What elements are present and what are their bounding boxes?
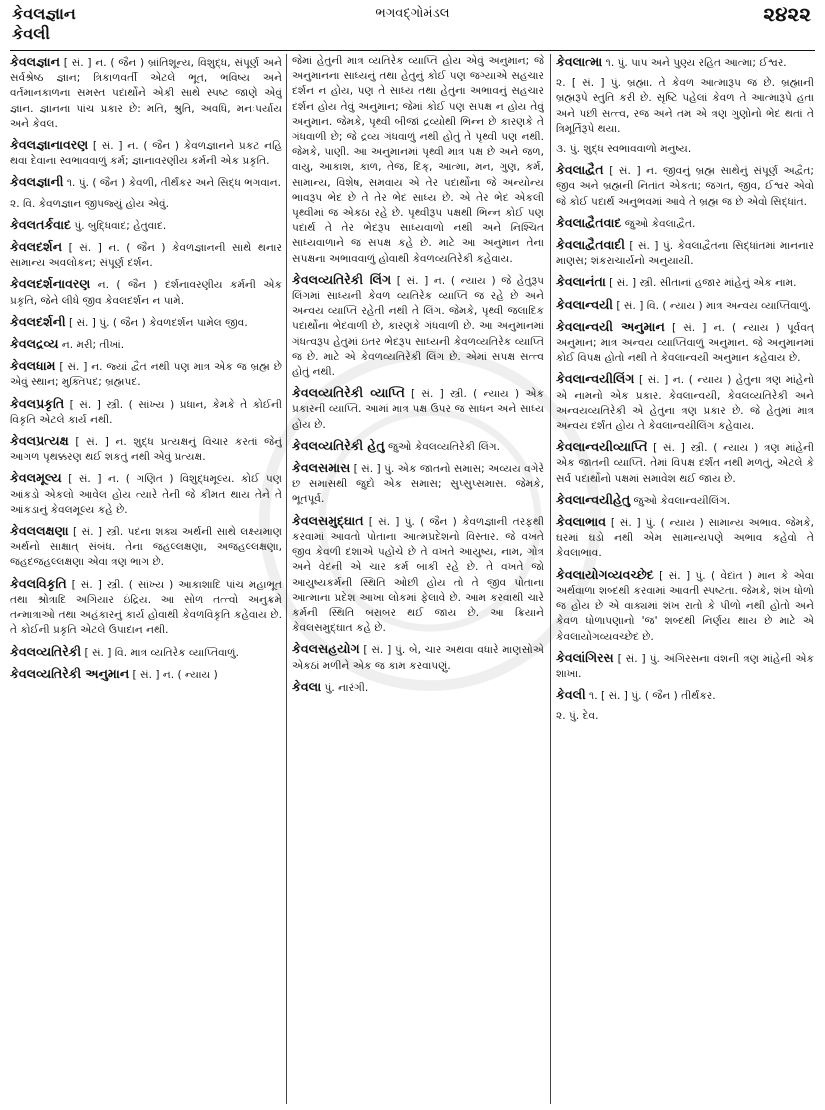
headword: કેવલજ્ઞાન: [10, 54, 60, 69]
headword: કેવલાન્વયીલિંગ: [556, 371, 635, 387]
definition: [ સં. ] પું. કેવલાદ્વૈતના સિદ્ધાંતમાં માનનાર માણસ; શંકરાચાર્યનો અનુયાયી.: [556, 240, 814, 268]
headword: કેવલજ્ઞાની: [10, 174, 64, 190]
headword: કેવલદર્શની: [10, 313, 66, 329]
definition: ૧. પું. પાપ અને પુણ્ય રહિત આત્મા; ઈશ્વર.: [605, 57, 787, 69]
dictionary-entry: [556, 162, 814, 210]
definition: [ સં. ] ન. ( ન્યાય ) હેતુના ત્રણ માંહેનો એ નામનો એક પ્રકાર. કેવલાન્વયી, કેવલવ્યતિરેકી અને અન્વયવ્યતિરેકી એ હેતુના ત્રણ પ્રકાર છે. જે હેતુમાં માત્ર અન્વય દર્શંત હોય તે કેવલાન્વયીલિંગ કહેવાય.: [556, 374, 814, 433]
definition: [ સં. ] ન. ( જૈન ) કેવળજ્ઞાનની સાથે થનાર સામાન્ય અવલોકન; સંપૂર્ણ દર્શન.: [10, 242, 282, 270]
dictionary-entry: [10, 276, 282, 308]
headword: કેવલવ્યતિરેકી લિંગ: [292, 271, 392, 287]
definition: [ સં. ] પું. એક જાતનો સમાસ; અવ્યય વગેરે છ સમાસથી જુદો એક સમાસ; સુપ્સુપ્સમાસ. જેમકે, ભૂતપૂર્વ.: [292, 463, 544, 506]
definition: [ સં. ] ન. ( ન્યાય ): [132, 668, 218, 681]
headword: કેવલાન્વયીવ્યાપ્તિ: [556, 439, 648, 455]
dictionary-entry: [10, 666, 282, 683]
dictionary-entry: [556, 650, 814, 682]
headword: કેવલવ્યતિરેકી વ્યાપ્તિ: [292, 385, 405, 401]
definition: જુઓ કેવલવ્યતિરેકી લિંગ.: [387, 440, 500, 453]
headword: કેવલવિકૃતિ: [10, 575, 67, 591]
headword: કેવલાભાવ: [556, 514, 606, 530]
dictionary-entry: [292, 385, 544, 433]
dictionary-entry: [292, 641, 544, 673]
definition: [ સં. ] સ્ત્રી. ( સાંખ્ય ) પ્રધાન, કેમકે તે કોઈની વિકૃતિ એટલે કાર્ય નથી.: [10, 398, 282, 426]
column-3: [556, 54, 814, 1104]
headword: કેવલધામ: [10, 358, 56, 374]
headword: કેવલાન્વયી: [556, 296, 613, 312]
headword: કેવલસમુદ્ઘાત: [292, 512, 364, 528]
headword: કેવલાદ્વૈતવાદી: [556, 237, 625, 253]
column-1: [10, 54, 282, 1104]
header-rule: [10, 50, 815, 51]
headword: કેવલાન્વયી અનુમાન: [556, 318, 665, 334]
page-number: ૨૪૨૨: [763, 2, 811, 26]
dictionary-entry: [10, 576, 282, 639]
definition: [ સં. ] વિ. માત્ર વ્યતિરેક વ્યાપ્તિવાળું.: [84, 646, 239, 659]
definition: [ સં. ] પું. ( જૈન ) કેવળજ્ઞાની તરફથી કરવામાં આવતો પોતાના આત્મપ્રદેશનો વિસ્તાર. જે વખતે જીવ કેવળી દશાએ પહોંચે છે તે વખતે આયુષ્ય, નામ, ગોત્ર અને વેદની એ ચાર કર્મ બાકી રહે છે. તે વખતે જો આયુષ્યકર્મની સ્થિતિ ઓછી હોય તો તે જીવ પોતાના આત્માના પ્રદેશ આખા લોકમાં ફેલાવે છે. આમ કરવાથી ચારે કર્મની સ્થિતિ બરાબર થઈ જાય છે. આ ક્રિયાને કેવલસમુદ્ઘાત કહે છે.: [292, 515, 544, 635]
definition: [ સં. ] ન. ( જૈન ) કેવળજ્ઞાનને પ્રકટ નહિ થવા દેવાના સ્વભાવવાળું કર્મ; જ્ઞાનાવરણીય કર્મની એક પ્રકૃતિ.: [10, 140, 282, 168]
dictionary-entry: [10, 217, 282, 234]
definition: જુઓ કેવલાન્વયીલિંગ.: [633, 494, 731, 507]
definition: [ સં. ] વિ. ( ન્યાય ) માત્ર અન્વય વ્યાપ્તિવાળું.: [616, 299, 812, 312]
dictionary-entry: [556, 274, 814, 291]
definition: ૨. પું. દેવ.: [556, 710, 599, 723]
headword: કેવલાન્વયીહેતુ: [556, 491, 631, 507]
headword: કેવલવ્યતિરેકી હેતુ: [292, 437, 385, 453]
dictionary-entry: [292, 438, 544, 455]
definition: [ સં. ] ન. ( જૈન ) બ્રાંતિશૂન્ય, વિશુદ્ધ, સંપૂર્ણ અને સર્વશ્રેષ્ઠ જ્ઞાન; ત્રિકાળવર્તી એટલે ભૂત, ભવિષ્ય અને વર્તમાનકાળના સમસ્ત પદાર્થોને એકી સાથે સ્પષ્ટ જાણે એવું જ્ઞાન. જ્ઞાનના પાંચ પ્રકાર છે: મતિ, શ્રુતિ, અવધિ, મનઃપર્યાય અને કેવલ.: [10, 57, 282, 130]
headword: કેવલપ્રત્યક્ષ: [10, 433, 69, 449]
guide-word-first: કેવલજ્ઞાન: [12, 4, 76, 23]
dictionary-entry: [10, 336, 282, 353]
definition: પું. બુદ્ધિવાદ; હેતુવાદ.: [74, 219, 167, 232]
dictionary-entry: [556, 142, 814, 157]
dictionary-entry: [292, 679, 544, 696]
dictionary-entry: [556, 297, 814, 314]
dictionary-entry: [556, 76, 814, 137]
dictionary-entry: [10, 174, 282, 191]
definition: [ સં. ] ન. ( ન્યાય ) પૂર્વવત્ અનુમાન; માત્ર અન્વય વ્યાપ્તિવાળું અનુમાન. જે અનુમાનમાં કોઈ વિપક્ષ હોતો નથી તે કેવલાન્વયી અનુમાન કહેવાય છે.: [556, 321, 814, 365]
headword: કેવલાયોગવ્યવચ્છેદ: [556, 566, 654, 582]
definition: [ સં. ] ન. જ્યાં દ્વૈત નથી પણ માત્ર એક જ બ્રહ્મ છે એવું સ્થાન; મુક્તિપદ; બ્રહ્મપદ.: [10, 361, 282, 389]
headword: કેવલમૂલ્ય: [10, 470, 62, 486]
definition: [ સં. ] ન. ( ગણિત ) વિશુદ્ધમૂલ્ય. કોઈ પણ આંકડો એકલો આવેલ હોય ત્યારે તેની જે કીમત થાય તેને તે આંકડાનું કેવલમૂલ્ય કહે છે.: [10, 473, 282, 516]
definition: ૧. [ સં. ] પું. ( જૈન ) તીર્થંકર.: [589, 690, 716, 703]
definition: [ સં. ] સ્ત્રી. ( સાંખ્ય ) આકાશાદિ પાંચ મહાભૂત તથા શ્રોત્રાદિ અગિયાર ઇંદ્રિય. આ સોળ તત્ત્વો અનુક્રમે તન્માત્રાઓ તથા અહંકારનું કાર્ય હોવાથી કેવળવિકૃતિ કહેવાય છે. તે કોઈની પ્રકૃતિ એટલે ઉપાદાન નથી.: [10, 578, 282, 637]
dictionary-entry: [292, 54, 544, 267]
headword: કેવલા: [292, 678, 322, 694]
dictionary-entry: [10, 314, 282, 331]
column-2: [292, 54, 544, 1104]
definition: [ સં. ] પું. અંગિરસના વંશની ત્રણ માંહેની એક શાખા.: [556, 652, 814, 680]
headword: કેવલજ્ઞાનાવરણ: [10, 137, 89, 153]
headword: કેવલાનંતા: [556, 274, 606, 290]
definition: [ સં. ] પું. બે, ચાર અથવા વધારે માણસોએ એકઠાં મળીને એક જ કામ કરવાપણું.: [292, 644, 544, 672]
dictionary-entry: [10, 197, 282, 212]
dictionary-entry: [556, 371, 814, 434]
headword: કેવલતર્કવાદ: [10, 216, 72, 232]
dictionary-entry: [10, 358, 282, 390]
definition: ૩. પું. શુદ્ધ સ્વભાવવાળો મનુષ્ય.: [556, 143, 692, 156]
dictionary-entry: [556, 237, 814, 269]
headword: કેવલસમાસ: [292, 460, 351, 476]
dictionary-entry: [10, 523, 282, 571]
definition: ન. મરી; તીખાં.: [61, 339, 125, 352]
headword: કેવલાદ્વૈત: [556, 162, 604, 178]
definition: [ સં. ] ન. જીવનું બ્રહ્મ સાથેનું સંપૂર્ણ અદ્વૈત; જીવ અને બ્રહ્મની નિતાંત એકતા; જગત, જીવ, ઈશ્વર એવો જે કોઈ પદાર્થ અનુભવમાં આવે તે બ્રહ્મ જ છે એવો સિદ્ધાંત.: [556, 165, 814, 208]
definition: [ સં. ] પું. ( ન્યાય ) સામાન્ય અભાવ. જેમકે, ઘરમાં ઘડો નથી એમ સામાન્યપણે અભાવ કહેવો તે કેવલાભાવ.: [556, 517, 814, 560]
definition: પું. નારંગી.: [324, 681, 369, 694]
headword: કેવલવ્યતિરેકી: [10, 643, 82, 659]
definition: [ સં. ] ન. ( ન્યાય ) જે હેતુરૂપ લિંગમાં સાધ્યની કેવળ વ્યતિરેક વ્યાપ્તિ જ રહે છે અને અન્વય વ્યાપ્તિ રહેતી નથી તે લિંગ. જેમકે, પૃથ્વી જલાદિક પદાર્થોના ભેદવાળી છે, કારણકે ગંધવાળી છે. આ અનુમાનમાં ગંધત્વરૂપ હેતુમાં ઇતર ભેદરૂપ સાધ્યની કેવળવ્યતિરેક વ્યાપ્તિ જ છે. માટે એ કેવળવ્યતિરેકી લિંગ છે. એમાં સપક્ષ સત્ત્વ હોતું નથી.: [292, 274, 544, 379]
dictionary-entry: [556, 319, 814, 367]
dictionary-entry: [292, 272, 544, 380]
dictionary-entry: [556, 54, 814, 71]
definition: જુઓ કેવલાદ્વૈત.: [624, 217, 696, 230]
headword: કેવલપ્રકૃતિ: [10, 395, 65, 411]
dictionary-entry: [556, 567, 814, 645]
definition: [ સં. ] સ્ત્રી. ( ન્યાય ) ત્રણ માંહેની એક જાતની વ્યાપ્તિ. તેમાં વિપક્ષ દર્શંત નથી મળતું, એટલે કે સર્વ પદાર્થોનો પક્ષમાં સમાવેશ થઈ જાય છે.: [556, 442, 814, 485]
column-divider-2: [550, 54, 551, 1104]
headword: કેવલસહયોગ: [292, 641, 360, 657]
headword: કેવલદર્શન: [10, 239, 63, 255]
definition: [ સં. ] પું. ( વેદાંત ) માન કે એવા અર્થવાળા શબ્દથી કરવામાં આવતી સ્પષ્ટતા. જેમકે, શંખ ધોળો જ હોય છે એ વાક્યમાં શંખ રાતો કે પીળો નથી હોતો અને કેવળ ધોળાપણાનો 'જ' શબ્દથી નિર્ણય થાય છે માટે એ કેવલાયોગવ્યવચ્છેદ છે.: [556, 569, 814, 643]
guide-word-last: કેવલી: [12, 24, 50, 43]
headword: કેવલાત્મા: [556, 54, 603, 69]
definition: [ સં. ] સ્ત્રી. ( ન્યાય ) એક પ્રકારની વ્યાપ્તિ. આમાં માત્ર પક્ષ ઉપર જ સાધન અને સાધ્ય હોય છે.: [292, 388, 544, 431]
running-title: ભગવદ્ગોમંડલ: [375, 6, 450, 21]
definition: [ સં. ] સ્ત્રી. સીતાનાં હજાર માંહેનું એક નામ.: [609, 277, 797, 290]
headword: કેવલાદ્વૈતવાદ: [556, 214, 622, 230]
dictionary-entry: [10, 54, 282, 132]
headword: કેવલી: [556, 687, 586, 703]
dictionary-entry: [556, 215, 814, 232]
dictionary-entry: [556, 709, 814, 724]
headword: કેવલવ્યતિરેકી અનુમાન: [10, 665, 130, 681]
definition: ન. ( જૈન ) દર્શનાવરણીય કર્મની એક પ્રકૃતિ, જેને લીધે જીવ કેવલદર્શન ન પામે.: [10, 279, 282, 307]
dictionary-entry: [556, 439, 814, 487]
headword: કેવલાંગિરસ: [556, 649, 614, 665]
dictionary-entry: [10, 137, 282, 169]
dictionary-entry: [556, 492, 814, 509]
headword: કેવલદર્શનાવરણ: [10, 276, 91, 292]
dictionary-entry: [292, 460, 544, 508]
definition: [ સં. ] ન. શુદ્ધ પ્રત્યક્ષનું વિચાર કરતાં જેનું આગળ પૃથક્કરણ થઈ શકતું નથી એવું પ્રત્યક્ષ.: [10, 436, 282, 464]
definition: ૧. પું. ( જૈન ) કેવળી, તીર્થંકર અને સિદ્ધ ભગવાન.: [66, 177, 281, 190]
dictionary-entry: [10, 433, 282, 465]
definition: [ સં. ] સ્ત્રી. પદના શક્ય અર્થની સાથે લક્ષ્યમાણ અર્થનો સાક્ષાત્ સંબંધ. તેના જહલ્લક્ષણા, અજહલ્લક્ષણા, જહદજહલ્લક્ષણા એવા ત્રણ ભાગ છે.: [10, 526, 282, 569]
dictionary-entry: [292, 513, 544, 637]
definition: [ સં. ] પું. ( જૈન ) કેવળદર્શન પામેલ જીવ.: [68, 316, 248, 329]
dictionary-entry: [556, 514, 814, 562]
headword: કેવલલક્ષણા: [10, 523, 69, 539]
dictionary-entry: [10, 470, 282, 518]
headword: કેવલદ્રવ્ય: [10, 336, 59, 352]
dictionary-entry: [556, 687, 814, 704]
definition: ૨. વિ. કેવળજ્ઞાન જીપજ્યું હોય એવું.: [10, 197, 170, 210]
definition: ૨. [ સં. ] પું. બ્રહ્મા. તે કેવળ આત્મારૂપ જ છે. બ્રહ્માની બ્રહ્મરૂપે સ્તુતિ કરી છે. સૃષ્ટિ પહેલાં કેવળ તે આત્મારૂપે હતા અને પછી સત્ત્વ, રજ અને તમ એ ત્રણ ગુણોનો ભેદ થતાં તે ત્રિમૂર્તિરૂપે થયા.: [556, 77, 814, 135]
dictionary-entry: [10, 644, 282, 661]
dictionary-entry: [10, 396, 282, 428]
column-divider-1: [286, 54, 287, 1104]
dictionary-entry: [10, 239, 282, 271]
definition: જેમાં હેતુની માત્ર વ્યતિરેક વ્યાપ્તિ હોય એવું અનુમાન; જે અનુમાનના સાધ્યનું તથા હેતુનું કોઈ પણ જગ્યાએ સહચાર દર્શન ન હોય, પણ તે સાધ્ય તથા હેતુના અભાવનું સહચાર દર્શન હોય તેવું અનુમાન; જેમાં કોઈ પણ સપક્ષ ન હોય તેવું અનુમાન. જેમકે, પૃથ્વી બીજાં દ્રવ્યોથી ભિન્ન છે કારણકે તે ગંધવાળી છે; જે દ્રવ્ય ગંધવાળું નથી હોતું તે પૃથ્વી પણ નથી. જેમકે, પાણી. આ અનુમાનમાં પૃથ્વી માત્ર પક્ષ છે અને જળ, વાયુ, આકાશ, કાળ, તેજ, દિક્, આત્મા, મન, ગુણ, કર્મ, સામાન્ય, વિશેષ, સમવાય એ તેર પદાર્થોના જે અન્યોન્ય ભાવરૂપ ભેદ છે તે તેર ભેદ સાધ્ય છે. એ તેર ભેદ એકલી પૃથ્વીમાં જ એકઠા રહે છે. પૃથ્વીરૂપ પક્ષથી ભિન્ન કોઈ પણ પદાર્થ તે તેર ભેદરૂપ સાધ્યવાળો નથી અને નિશ્ચિત સાધ્યવાળાને જ સપક્ષ કહે છે. માટે આ અનુમાન તેના સપક્ષના અભાવવાળું હોવાથી કેવળવ્યતિરેકી કહેવાય.: [292, 55, 544, 265]
